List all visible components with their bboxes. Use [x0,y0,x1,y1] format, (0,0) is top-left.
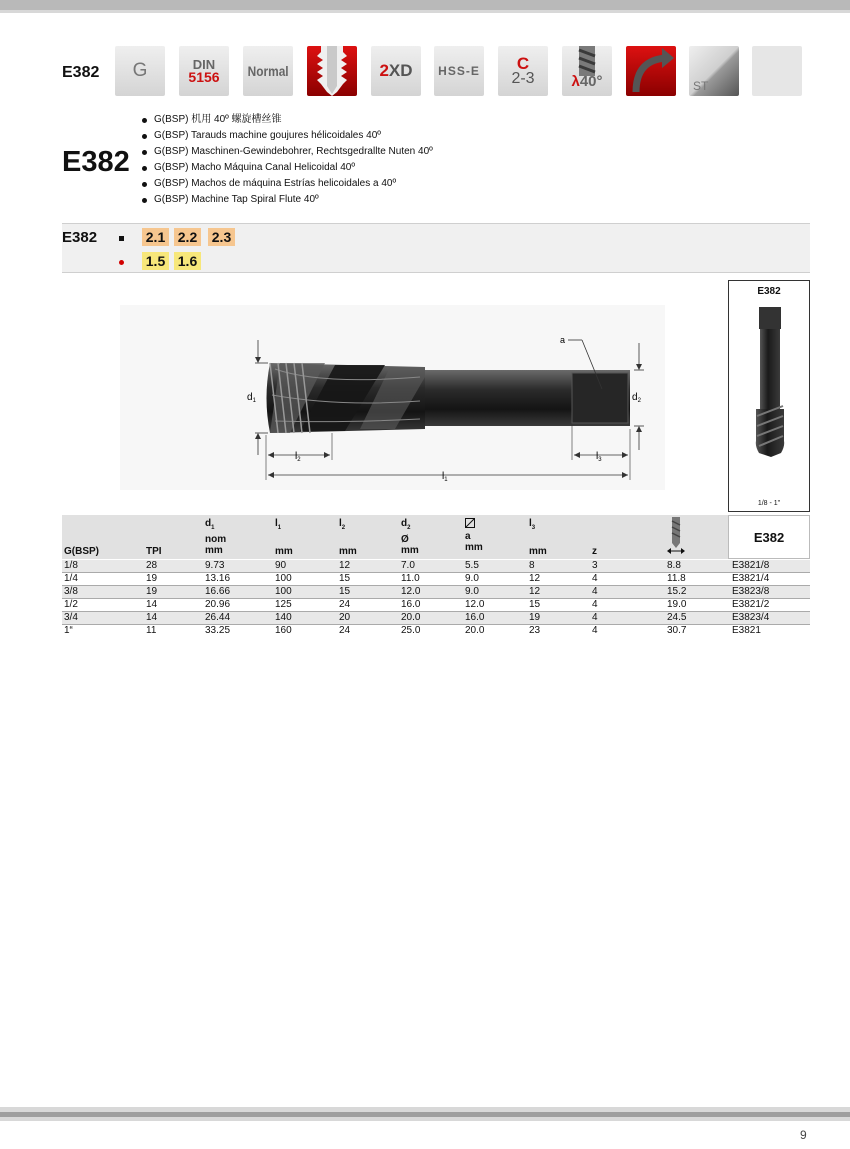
chamfer-form-label: Normal [247,63,289,79]
drill-diameter-icon [667,517,685,555]
label-l2-sub: 2 [297,457,301,463]
table-row [62,599,810,612]
cell-d2: 16.0 [401,599,421,610]
cell-code: E3821/2 [732,599,770,610]
cell-l3: 12 [529,586,541,597]
col-d1-sub: 1 [211,525,215,531]
cell-z: 3 [592,560,598,571]
col-l2-sub: 2 [341,525,346,531]
cell-d2: 11.0 [401,573,420,584]
blank-icon [752,46,802,96]
depth-unit: XD [388,61,413,80]
cell-drill: 15.2 [667,586,687,597]
helix-angle-icon [562,46,612,96]
col-l1-sub: 1 [277,525,282,531]
din-standard-icon [179,46,229,96]
cell-d2: 20.0 [401,612,421,623]
helix-angle-value: 40° [579,73,603,90]
col-l2 [339,518,345,534]
cell-z: 4 [592,586,598,597]
cell-code: E3821/8 [732,560,770,571]
chamfer-icon [498,46,548,96]
bottom-bar [0,1107,850,1121]
secondary-bullet-icon [119,260,124,265]
chamfer-threads: 2-3 [511,70,535,87]
cell-l1: 140 [275,612,292,623]
table-row [62,560,810,573]
top-bar [0,0,850,13]
cell-z: 4 [592,625,598,636]
col-code: E382 [728,515,810,559]
col-d1-nom: nom [205,534,227,545]
cell-d2: 25.0 [401,625,421,636]
cell-size: 1/2 [64,599,78,610]
thread-type-icon [115,46,165,96]
col-l1 [275,518,281,534]
cell-a: 5.5 [465,560,479,571]
cell-l1: 100 [275,573,292,584]
cell-d2: 7.0 [401,560,415,571]
description-en: G(BSP) Machine Tap Spiral Flute 40º [141,192,433,208]
cell-l3: 23 [529,625,541,636]
right-hand-arrow-icon [626,46,676,96]
cell-l1: 90 [275,560,287,571]
cell-d1: 33.25 [205,625,231,636]
table-row [62,573,810,586]
din-number: 5156 [188,69,220,85]
cell-a: 9.0 [465,573,479,584]
cell-a: 9.0 [465,586,479,597]
header-code: E382 [62,64,100,81]
thread-depth-icon [371,46,421,96]
description-fr: G(BSP) Tarauds machine goujures hélicoidales 40º [141,128,433,144]
description-list [141,112,433,208]
cell-l3: 19 [529,612,541,623]
label-a: a [560,335,566,345]
material-chip: 1.6 [174,252,201,270]
cell-tpi: 28 [146,560,158,571]
cell-tpi: 19 [146,573,158,584]
cell-a: 16.0 [465,612,485,623]
page-number: 9 [800,1128,807,1142]
col-l1-unit: mm [275,546,293,557]
product-image-title: E382 [757,286,781,297]
cell-z: 4 [592,612,598,623]
material-code: E382 [62,229,98,246]
description-es: G(BSP) Machos de máquina Estrías helicoidales a 40º [141,176,433,192]
col-d2-sub: 2 [407,525,411,531]
cell-size: 3/4 [64,612,78,623]
cell-size: 3/8 [64,586,78,597]
product-code-title: E382 [62,146,130,178]
depth-number: 2 [379,61,389,80]
cell-d1: 9.73 [205,560,225,571]
col-a-unit: mm [465,542,483,553]
tap-technical-drawing [120,305,665,490]
label-d1-sub: 1 [252,398,256,404]
label-l2-letter: l [295,451,298,462]
cell-l3: 8 [529,560,535,571]
cell-l2: 24 [339,625,351,636]
cell-z: 4 [592,573,598,584]
col-size: G(BSP) [64,546,99,557]
surface-label: ST [693,79,709,93]
col-l3-unit: mm [529,546,547,557]
cell-l2: 15 [339,586,351,597]
cell-size: 1/8 [64,560,78,571]
label-d2-letter: d [632,392,638,403]
surface-treatment-icon [689,46,739,96]
material-chip: 2.3 [208,228,235,246]
cell-d1: 16.66 [205,586,231,597]
chamfer-letter: C [516,54,530,73]
description-pt: G(BSP) Macho Máquina Canal Helicoidal 40º [141,160,433,176]
cell-l1: 160 [275,625,292,636]
cell-l2: 24 [339,599,351,610]
cell-d1: 20.96 [205,599,231,610]
col-d2 [401,518,419,556]
cell-size: 1/4 [64,573,78,584]
cell-l2: 20 [339,612,351,623]
description-zh: G(BSP) 机用 40º 螺旋槽丝锥 [141,112,433,128]
label-d1-letter: d [247,392,253,403]
material-chip: 2.2 [174,228,201,246]
col-d2-unit: mm [401,545,419,556]
cell-code: E3821 [732,625,761,636]
cell-a: 20.0 [465,625,485,636]
table-header [62,515,810,559]
table-row [62,625,810,637]
cell-code: E3823/8 [732,586,770,597]
tap-photo-icon [729,281,809,511]
table-row [62,586,810,599]
cell-d1: 13.16 [205,573,231,584]
col-d1 [205,518,226,556]
col-d2-letter: d [401,518,408,529]
cell-drill: 8.8 [667,560,681,571]
col-l2-unit: mm [339,546,357,557]
label-l3-letter: l [596,451,599,462]
cell-l2: 12 [339,560,351,571]
cell-drill: 11.8 [667,573,686,584]
col-l3-letter: l [529,518,532,529]
cell-drill: 19.0 [667,599,687,610]
cell-code: E3823/4 [732,612,770,623]
cell-tpi: 14 [146,599,158,610]
description-de: G(BSP) Maschinen-Gewindebohrer, Rechtsgedrallte Nuten 40º [141,144,433,160]
label-l3-sub: 3 [598,457,602,463]
material-label: HSS-E [438,64,480,78]
chamfer-form-icon [243,46,293,96]
cell-tpi: 19 [146,586,158,597]
cell-d2: 12.0 [401,586,421,597]
cell-tpi: 14 [146,612,158,623]
material-groups [62,223,810,273]
product-image-panel [728,280,810,512]
din-label: DIN [192,57,216,72]
label-d2-sub: 2 [637,398,641,404]
table-row [62,612,810,625]
col-l1-letter: l [275,518,278,529]
cell-a: 12.0 [465,599,485,610]
col-l3-sub: 3 [531,525,536,531]
col-d1-letter: d [205,518,212,529]
col-d2-symbol: Ø [401,534,409,545]
cell-l3: 12 [529,573,541,584]
rotation-direction-icon [626,46,676,96]
lambda-symbol: λ [571,73,580,90]
square-drive-icon [465,518,475,528]
cell-l1: 100 [275,586,292,597]
material-chip: 2.1 [142,228,169,246]
label-l1-letter: l [442,471,445,482]
col-a [465,518,483,553]
cell-z: 4 [592,599,598,610]
cell-code: E3821/4 [732,573,770,584]
col-a-letter: a [465,531,471,542]
primary-bullet-icon [119,236,124,241]
tap-silhouette-icon [307,46,357,96]
cell-l1: 125 [275,599,292,610]
material-icon [434,46,484,96]
col-d1-unit: mm [205,545,223,556]
cell-drill: 24.5 [667,612,687,623]
cell-tpi: 11 [146,625,157,636]
cell-l3: 15 [529,599,541,610]
col-tpi: TPI [146,546,162,557]
label-l1-sub: 1 [444,477,448,483]
cell-size: 1“ [64,625,73,636]
col-z: z [592,546,597,557]
col-l2-letter: l [339,518,342,529]
col-l3 [529,518,535,534]
thread-type-label: G [132,60,148,81]
product-size-range: 1/8 - 1" [757,500,781,507]
material-chip: 1.5 [142,252,169,270]
tap-shape-icon [307,46,357,96]
cell-l2: 15 [339,573,351,584]
cell-drill: 30.7 [667,625,687,636]
cell-d1: 26.44 [205,612,231,623]
